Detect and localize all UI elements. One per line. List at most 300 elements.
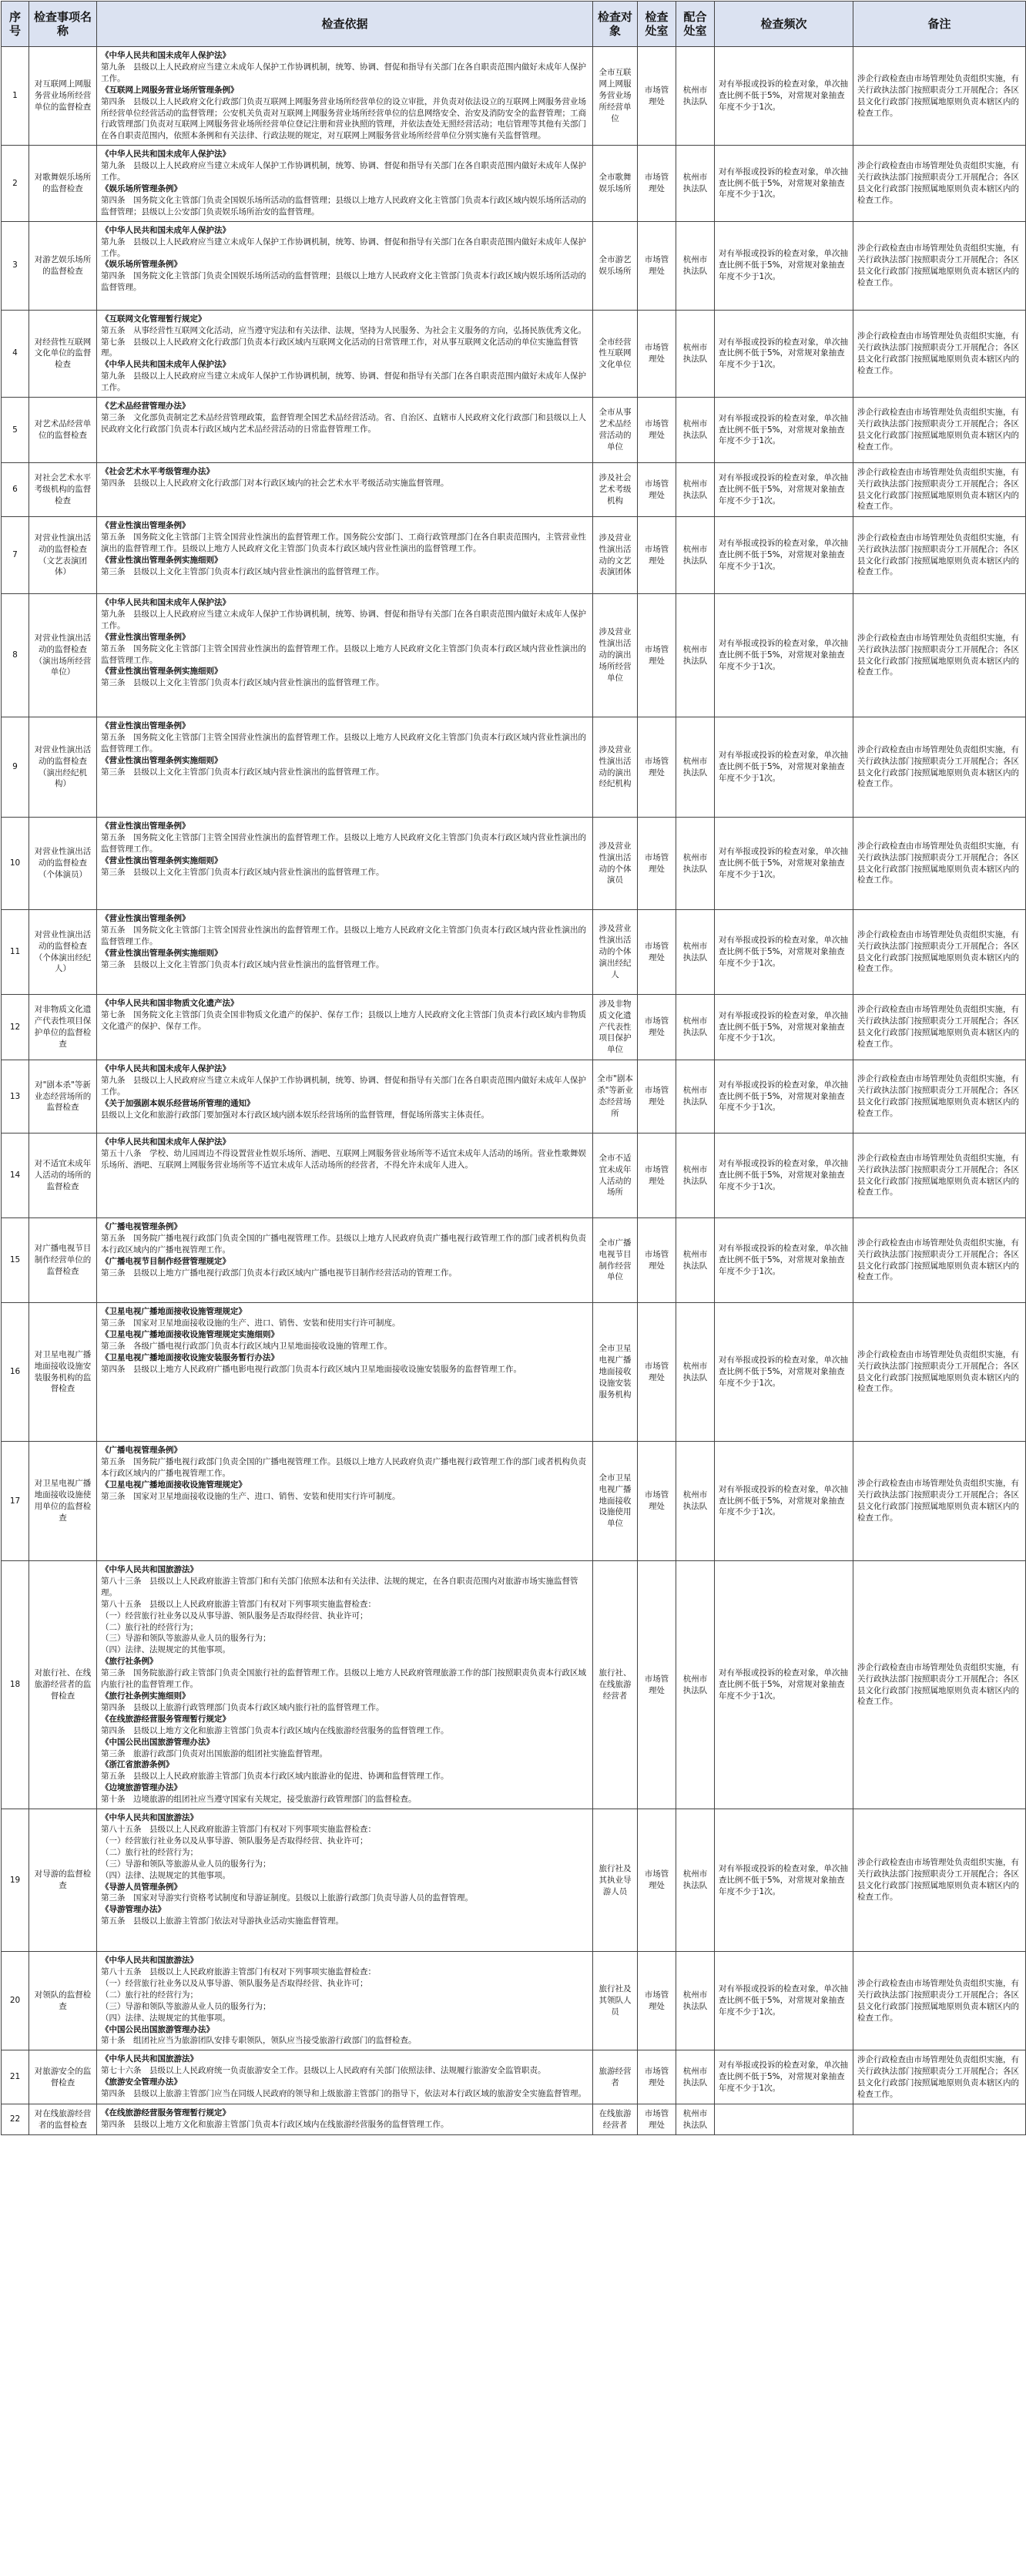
table-body — [2, 47, 1026, 2135]
header-assist: 配合处室 — [676, 2, 715, 47]
row-item: 对营业性演出活动的监督检查（文艺表演团体） — [29, 517, 97, 594]
law-article: 第三条 县级以上文化主管部门负责本行政区域内营业性演出的监督管理工作。 — [101, 767, 384, 777]
table-row — [2, 517, 1026, 594]
table-row — [2, 221, 1026, 310]
table-row — [2, 1303, 1026, 1442]
row-no: 7 — [2, 517, 29, 594]
row-remark: 涉企行政检查由市场管理处负责组织实施，有关行政执法部门按照职责分工开展配合；各区县文化行政部门按照属地原则负责本辖区内的检查工作。 — [853, 398, 1026, 463]
row-item: 对不适宜未成年人活动的场所的监督检查 — [29, 1134, 97, 1218]
row-assist: 杭州市执法队 — [676, 1060, 715, 1134]
row-object: 全市互联网上网服务营业场所经营单位 — [593, 47, 638, 146]
law-article: 第九条 县级以上人民政府应当建立未成年人保护工作协调机制，统筹、协调、督促和指导有关部门在各自职责范围内做好未成年人保护工作。 — [101, 62, 586, 83]
law-title: 《在线旅游经营服务管理暂行规定》 — [101, 2108, 230, 2118]
table-row — [2, 1218, 1026, 1303]
row-no: 10 — [2, 818, 29, 910]
row-no: 22 — [2, 2104, 29, 2135]
law-title: 《中国公民出国旅游管理办法》 — [101, 1737, 214, 1747]
row-freq: 对有举报或投诉的检查对象，单次抽查比例不低于5%，对常规对象抽查年度不少于1次。 — [715, 2050, 853, 2104]
law-article: 第七十六条 县级以上人民政府统一负责旅游安全工作。县级以上人民政府有关部门依照法律、法规履行旅游安全监管职责。 — [101, 2066, 546, 2076]
row-remark: 涉企行政检查由市场管理处负责组织实施，有关行政执法部门按照职责分工开展配合；各区县文化行政部门按照属地原则负责本辖区内的检查工作。 — [853, 1809, 1026, 1952]
table-row — [2, 717, 1026, 818]
law-title: 《卫星电视广播地面接收设施管理规定》 — [101, 1479, 246, 1490]
row-no: 9 — [2, 717, 29, 818]
row-remark: 涉企行政检查由市场管理处负责组织实施，有关行政执法部门按照职责分工开展配合；各区县文化行政部门按照属地原则负责本辖区内的检查工作。 — [853, 1303, 1026, 1442]
table-row — [2, 463, 1026, 517]
law-title: 《中华人民共和国旅游法》 — [101, 2054, 198, 2064]
law-title: 《娱乐场所管理条例》 — [101, 260, 182, 270]
law-title: 《营业性演出管理条例实施细则》 — [101, 855, 223, 865]
header-freq: 检查频次 — [715, 2, 853, 47]
row-basis — [97, 1809, 593, 1952]
table-row — [2, 310, 1026, 397]
row-assist: 杭州市执法队 — [676, 517, 715, 594]
row-item: 对卫星电视广播地面接收设施安装服务机构的监督检查 — [29, 1303, 97, 1442]
row-freq: 对有举报或投诉的检查对象，单次抽查比例不低于5%，对常规对象抽查年度不少于1次。 — [715, 398, 853, 463]
law-article: 第五条 县级以上旅游主管部门依法对导游执业活动实施监督管理。 — [101, 1916, 344, 1926]
law-title: 《中华人民共和国未成年人保护法》 — [101, 51, 230, 60]
law-article: 第八十五条 县级以上人民政府旅游主管部门有权对下列事项实施监督检查： — [101, 1824, 376, 1834]
row-remark: 涉企行政检查由市场管理处负责组织实施，有关行政执法部门按照职责分工开展配合；各区县文化行政部门按照属地原则负责本辖区内的检查工作。 — [853, 463, 1026, 517]
row-basis — [97, 1134, 593, 1218]
row-remark: 涉企行政检查由市场管理处负责组织实施，有关行政执法部门按照职责分工开展配合；各区县文化行政部门按照属地原则负责本辖区内的检查工作。 — [853, 594, 1026, 717]
table-row — [2, 910, 1026, 995]
row-dept: 市场管理处 — [638, 1218, 676, 1303]
row-freq: 对有举报或投诉的检查对象，单次抽查比例不低于5%，对常规对象抽查年度不少于1次。 — [715, 1218, 853, 1303]
law-title: 《卫星电视广播地面接收设施管理规定》 — [101, 1307, 246, 1317]
row-assist: 杭州市执法队 — [676, 910, 715, 995]
row-assist: 杭州市执法队 — [676, 818, 715, 910]
row-assist: 杭州市执法队 — [676, 221, 715, 310]
law-title: 《中华人民共和国未成年人保护法》 — [101, 1137, 230, 1147]
row-assist: 杭州市执法队 — [676, 398, 715, 463]
law-title: 《营业性演出管理条例》 — [101, 721, 190, 731]
law-title: 《在线旅游经营服务管理暂行规定》 — [101, 1714, 230, 1724]
row-no: 11 — [2, 910, 29, 995]
law-title: 《中华人民共和国旅游法》 — [101, 1565, 198, 1575]
law-article: 第四条 县级以上地方文化和旅游主管部门负责本行政区域内在线旅游经营服务的监督管理工作。 — [101, 2120, 449, 2130]
row-remark: 涉企行政检查由市场管理处负责组织实施，有关行政执法部门按照职责分工开展配合；各区县文化行政部门按照属地原则负责本辖区内的检查工作。 — [853, 1561, 1026, 1809]
row-freq: 对有举报或投诉的检查对象，单次抽查比例不低于5%，对常规对象抽查年度不少于1次。 — [715, 910, 853, 995]
row-basis — [97, 146, 593, 221]
row-no: 18 — [2, 1561, 29, 1809]
law-title: 《营业性演出管理条例实施细则》 — [101, 755, 223, 765]
law-article: 第九条 县级以上人民政府应当建立未成年人保护工作协调机制，统筹、协调、督促和指导有关部门在各自职责范围内做好未成年人保护工作。 — [101, 609, 586, 630]
row-dept: 市场管理处 — [638, 310, 676, 397]
row-object: 涉及营业性演出活动的个体演出经纪人 — [593, 910, 638, 995]
law-article: 第四条 县级以上人民政府文化行政部门负责互联网上网服务营业场所经营单位的设立审批，并负责对依法设立的互联网上网服务营业场所经营单位经营活动的监督管理；公安机关负责对互联网上网服务营业场所经营单位的信息网络安全、治安及消防安全的监督管理；工商行政管理部门负责对互联网上网服务营业场所经营单位登记注册和营业执照的管理，并依法查处无照经营活动；电信管理等其他有关部门在各自职责范围内，依照本条例和有关法律、行政法规的规定，对互联网上网服务营业场所经营单位分别实施有关监督管理。 — [101, 96, 586, 141]
table-row — [2, 2104, 1026, 2135]
table-row — [2, 2050, 1026, 2104]
law-article: 第三条 县级以上地方广播电视行政部门负责本行政区域内广播电视节目制作经营活动的管理工作。 — [101, 1268, 457, 1278]
law-title: 《营业性演出管理条例实施细则》 — [101, 667, 223, 677]
law-article: 第四条 县级以上人民政府文化行政部门对本行政区域内的社会艺术水平考级活动实施监督管理。 — [101, 478, 449, 488]
row-basis — [97, 2050, 593, 2104]
row-remark: 涉企行政检查由市场管理处负责组织实施，有关行政执法部门按照职责分工开展配合；各区县文化行政部门按照属地原则负责本辖区内的检查工作。 — [853, 1060, 1026, 1134]
header-item: 检查事项名称 — [29, 2, 97, 47]
law-title: 《广播电视管理条例》 — [101, 1222, 182, 1232]
law-title: 《中国公民出国旅游管理办法》 — [101, 2024, 214, 2034]
law-article: 第五条 国务院文化主管部门主管全国营业性演出的监督管理工作。国务院公安部门、工商行政管理部门在各自职责范围内，主管营业性演出的监督管理工作。县级以上地方人民政府文化主管部门负责本行政区域内营业性演出的监督管理工作。 — [101, 532, 586, 553]
row-dept: 市场管理处 — [638, 1952, 676, 2050]
row-remark: 涉企行政检查由市场管理处负责组织实施，有关行政执法部门按照职责分工开展配合；各区县文化行政部门按照属地原则负责本辖区内的检查工作。 — [853, 1134, 1026, 1218]
law-article: 第三条 县级以上文化主管部门负责本行政区域内营业性演出的监督管理工作。 — [101, 867, 384, 877]
law-title: 《旅游安全管理办法》 — [101, 2077, 182, 2087]
table-row — [2, 1561, 1026, 1809]
row-object: 全市歌舞娱乐场所 — [593, 146, 638, 221]
row-assist: 杭州市执法队 — [676, 1218, 715, 1303]
table-row — [2, 1442, 1026, 1561]
row-item: 对卫星电视广播地面接收设施使用单位的监督检查 — [29, 1442, 97, 1561]
row-object: 涉及非物质文化遗产代表性项目保护单位 — [593, 995, 638, 1060]
row-basis — [97, 1060, 593, 1134]
law-title: 《卫星电视广播地面接收设施安装服务暂行办法》 — [101, 1352, 279, 1362]
row-dept: 市场管理处 — [638, 995, 676, 1060]
row-item: 对广播电视节目制作经营单位的监督检查 — [29, 1218, 97, 1303]
law-article: 县级以上文化和旅游行政部门要加强对本行政区域内剧本娱乐经营场所的监督管理，督促场所落实主体责任。 — [101, 1110, 489, 1120]
law-title: 《中华人民共和国未成年人保护法》 — [101, 360, 230, 370]
law-title: 《营业性演出管理条例》 — [101, 821, 190, 831]
law-article: 第四条 县级以上地方文化和旅游主管部门负责本行政区域内在线旅游经营服务的监督管理工作。 — [101, 1725, 449, 1735]
row-object: 全市从事艺术品经营活动的单位 — [593, 398, 638, 463]
row-remark: 涉企行政检查由市场管理处负责组织实施，有关行政执法部门按照职责分工开展配合；各区县文化行政部门按照属地原则负责本辖区内的检查工作。 — [853, 1442, 1026, 1561]
row-dept: 市场管理处 — [638, 1809, 676, 1952]
header-no: 序号 — [2, 2, 29, 47]
law-title: 《广播电视节目制作经营管理规定》 — [101, 1256, 230, 1266]
row-no: 17 — [2, 1442, 29, 1561]
law-title: 《娱乐场所管理条例》 — [101, 183, 182, 193]
row-remark: 涉企行政检查由市场管理处负责组织实施，有关行政执法部门按照职责分工开展配合；各区县文化行政部门按照属地原则负责本辖区内的检查工作。 — [853, 1218, 1026, 1303]
row-remark: 涉企行政检查由市场管理处负责组织实施，有关行政执法部门按照职责分工开展配合；各区县文化行政部门按照属地原则负责本辖区内的检查工作。 — [853, 818, 1026, 910]
row-remark: 涉企行政检查由市场管理处负责组织实施，有关行政执法部门按照职责分工开展配合；各区县文化行政部门按照属地原则负责本辖区内的检查工作。 — [853, 517, 1026, 594]
row-no: 19 — [2, 1809, 29, 1952]
law-article: （二）旅行社的经营行为； — [101, 1622, 198, 1632]
row-freq: 对有举报或投诉的检查对象，单次抽查比例不低于5%，对常规对象抽查年度不少于1次。 — [715, 1809, 853, 1952]
row-object: 在线旅游经营者 — [593, 2104, 638, 2135]
law-article: 第三条 县级以上文化主管部门负责本行政区域内营业性演出的监督管理工作。 — [101, 678, 384, 688]
row-object: 全市游艺娱乐场所 — [593, 221, 638, 310]
table-header — [2, 2, 1026, 47]
law-article: （一）经营旅行社业务以及从事导游、领队服务是否取得经营、执业许可； — [101, 1835, 368, 1846]
row-basis — [97, 1218, 593, 1303]
law-article: 第四条 县级以上地方人民政府广播电影电视行政部门负责本行政区域内卫星地面接收设施安装服务的监督管理工作。 — [101, 1364, 521, 1374]
row-no: 20 — [2, 1952, 29, 2050]
law-title: 《旅行社条例实施细则》 — [101, 1691, 190, 1701]
row-object: 全市广播电视节目制作经营单位 — [593, 1218, 638, 1303]
row-dept: 市场管理处 — [638, 818, 676, 910]
row-object: 旅行社及其领队人员 — [593, 1952, 638, 2050]
row-dept: 市场管理处 — [638, 146, 676, 221]
row-item: 对游艺娱乐场所的监督检查 — [29, 221, 97, 310]
row-no: 2 — [2, 146, 29, 221]
law-article: 第四条 国务院文化主管部门负责全国娱乐场所活动的监督管理；县级以上地方人民政府文化主管部门负责本行政区域内娱乐场所活动的监督管理。 — [101, 271, 586, 293]
row-assist: 杭州市执法队 — [676, 594, 715, 717]
row-remark: 涉企行政检查由市场管理处负责组织实施，有关行政执法部门按照职责分工开展配合；各区县文化行政部门按照属地原则负责本辖区内的检查工作。 — [853, 2050, 1026, 2104]
law-title: 《营业性演出管理条例实施细则》 — [101, 555, 223, 565]
row-no: 13 — [2, 1060, 29, 1134]
law-title: 《营业性演出管理条例实施细则》 — [101, 948, 223, 958]
table-row — [2, 594, 1026, 717]
table-row — [2, 47, 1026, 146]
law-article: 第九条 县级以上人民政府应当建立未成年人保护工作协调机制，统筹、协调、督促和指导有关部门在各自职责范围内做好未成年人保护工作。 — [101, 1075, 586, 1097]
law-title: 《关于加强剧本娱乐经营场所管理的通知》 — [101, 1098, 255, 1108]
row-assist: 杭州市执法队 — [676, 146, 715, 221]
row-no: 16 — [2, 1303, 29, 1442]
law-article: 第三条 旅游行政部门负责对出国旅游的组团社实施监督管理。 — [101, 1748, 327, 1758]
law-article: 第五条 国务院文化主管部门主管全国营业性演出的监督管理工作。县级以上地方人民政府文化主管部门负责本行政区域内营业性演出的监督管理工作。 — [101, 925, 586, 946]
row-freq: 对有举报或投诉的检查对象，单次抽查比例不低于5%，对常规对象抽查年度不少于1次。 — [715, 1134, 853, 1218]
row-item: 对领队的监督检查 — [29, 1952, 97, 2050]
row-freq: 对有举报或投诉的检查对象，单次抽查比例不低于5%，对常规对象抽查年度不少于1次。 — [715, 1952, 853, 2050]
law-article: 第七条 县级以上人民政府文化行政部门负责本行政区域内互联网文化活动的日常管理工作，对从事互联网文化活动的单位实施监督管理。 — [101, 337, 578, 358]
row-freq: 对有举报或投诉的检查对象，单次抽查比例不低于5%，对常规对象抽查年度不少于1次。 — [715, 310, 853, 397]
law-article: （四）法律、法规规定的其他事项。 — [101, 1645, 230, 1655]
row-object: 旅游经营者 — [593, 2050, 638, 2104]
law-article: （四）法律、法规规定的其他事项。 — [101, 1870, 230, 1880]
row-assist: 杭州市执法队 — [676, 1134, 715, 1218]
law-article: 第七条 国务院文化主管部门负责全国非物质文化遗产的保护、保存工作；县级以上地方人民政府文化主管部门负责本行政区域内非物质文化遗产的保护、保存工作。 — [101, 1009, 586, 1031]
law-article: 第五条 县级以上人民政府旅游主管部门负责本行政区域内旅游业的促进、协调和监督管理工作。 — [101, 1772, 449, 1782]
row-basis — [97, 221, 593, 310]
law-title: 《导游管理办法》 — [101, 1905, 166, 1915]
row-assist: 杭州市执法队 — [676, 1442, 715, 1561]
row-no: 3 — [2, 221, 29, 310]
law-article: 第五条 国务院文化主管部门主管全国营业性演出的监督管理工作。县级以上地方人民政府文化主管部门负责本行政区域内营业性演出的监督管理工作。 — [101, 643, 586, 665]
row-assist: 杭州市执法队 — [676, 47, 715, 146]
row-dept: 市场管理处 — [638, 517, 676, 594]
table-row — [2, 1952, 1026, 2050]
row-basis — [97, 995, 593, 1060]
table-row — [2, 1809, 1026, 1952]
law-article: （二）旅行社的经营行为； — [101, 1847, 198, 1857]
law-title: 《中华人民共和国未成年人保护法》 — [101, 149, 230, 160]
row-dept: 市场管理处 — [638, 1134, 676, 1218]
row-assist: 杭州市执法队 — [676, 717, 715, 818]
law-title: 《互联网文化管理暂行规定》 — [101, 314, 206, 324]
row-item: 对歌舞娱乐场所的监督检查 — [29, 146, 97, 221]
law-title: 《营业性演出管理条例》 — [101, 632, 190, 642]
law-article: 第五条 国务院广播电视行政部门负责全国的广播电视管理工作。县级以上地方人民政府负责广播电视行政管理工作的部门或者机构负责本行政区域内的广播电视管理工作。 — [101, 1456, 586, 1478]
header-object: 检查对象 — [593, 2, 638, 47]
row-no: 5 — [2, 398, 29, 463]
row-no: 21 — [2, 2050, 29, 2104]
table-row — [2, 398, 1026, 463]
law-title: 《卫星电视广播地面接收设施管理规定实施细则》 — [101, 1329, 279, 1339]
row-object: 涉及营业性演出活动的文艺表演团体 — [593, 517, 638, 594]
row-freq: 对有举报或投诉的检查对象，单次抽查比例不低于5%，对常规对象抽查年度不少于1次。 — [715, 818, 853, 910]
row-object: 全市经营性互联网文化单位 — [593, 310, 638, 397]
row-item: 对营业性演出活动的监督检查（个体演出经纪人） — [29, 910, 97, 995]
row-item: 对互联网上网服务营业场所经营单位的监督检查 — [29, 47, 97, 146]
law-article: 第三条 国家对卫星地面接收设施的生产、进口、销售、安装和使用实行许可制度。 — [101, 1491, 401, 1501]
row-freq: 对有举报或投诉的检查对象，单次抽查比例不低于5%，对常规对象抽查年度不少于1次。 — [715, 717, 853, 818]
law-article: 第三条 国家对导游实行资格考试制度和导游证制度。县级以上旅游行政部门负责导游人员的监督管理。 — [101, 1893, 473, 1903]
row-object: 全市不适宜未成年人活动的场所 — [593, 1134, 638, 1218]
row-dept: 市场管理处 — [638, 2104, 676, 2135]
row-freq: 对有举报或投诉的检查对象，单次抽查比例不低于5%，对常规对象抽查年度不少于1次。 — [715, 995, 853, 1060]
row-basis — [97, 1442, 593, 1561]
row-assist: 杭州市执法队 — [676, 1809, 715, 1952]
row-dept: 市场管理处 — [638, 1303, 676, 1442]
row-dept: 市场管理处 — [638, 1442, 676, 1561]
row-dept: 市场管理处 — [638, 463, 676, 517]
law-title: 《浙江省旅游条例》 — [101, 1760, 174, 1770]
table-row — [2, 995, 1026, 1060]
row-freq: 对有举报或投诉的检查对象，单次抽查比例不低于5%，对常规对象抽查年度不少于1次。 — [715, 517, 853, 594]
row-no: 8 — [2, 594, 29, 717]
law-article: （三）导游和领队等旅游从业人员的服务行为； — [101, 2001, 271, 2011]
row-dept: 市场管理处 — [638, 398, 676, 463]
row-freq: 对有举报或投诉的检查对象，单次抽查比例不低于5%，对常规对象抽查年度不少于1次。 — [715, 221, 853, 310]
law-article: （二）旅行社的经营行为； — [101, 1990, 198, 2000]
law-title: 《中华人民共和国未成年人保护法》 — [101, 1064, 230, 1074]
law-title: 《广播电视管理条例》 — [101, 1446, 182, 1456]
row-item: 对社会艺术水平考级机构的监督检查 — [29, 463, 97, 517]
row-remark: 涉企行政检查由市场管理处负责组织实施，有关行政执法部门按照职责分工开展配合；各区县文化行政部门按照属地原则负责本辖区内的检查工作。 — [853, 995, 1026, 1060]
law-article: 第十条 组团社应当为旅游团队安排专职领队，领队应当接受旅游行政部门的监督检查。 — [101, 2036, 417, 2046]
row-remark: 涉企行政检查由市场管理处负责组织实施，有关行政执法部门按照职责分工开展配合；各区县文化行政部门按照属地原则负责本辖区内的检查工作。 — [853, 717, 1026, 818]
row-dept: 市场管理处 — [638, 2050, 676, 2104]
row-freq: 对有举报或投诉的检查对象，单次抽查比例不低于5%，对常规对象抽查年度不少于1次。 — [715, 1303, 853, 1442]
row-assist: 杭州市执法队 — [676, 2104, 715, 2135]
law-article: （一）经营旅行社业务以及从事导游、领队服务是否取得经营、执业许可； — [101, 1610, 368, 1620]
law-title: 《互联网上网服务营业场所管理条例》 — [101, 85, 239, 95]
row-basis — [97, 910, 593, 995]
row-basis — [97, 1561, 593, 1809]
row-assist: 杭州市执法队 — [676, 310, 715, 397]
law-title: 《边境旅游管理办法》 — [101, 1783, 182, 1793]
row-object: 涉及营业性演出活动的个体演员 — [593, 818, 638, 910]
law-article: 第五条 国务院广播电视行政部门负责全国的广播电视管理工作。县级以上地方人民政府负责广播电视行政管理工作的部门或者机构负责本行政区域内的广播电视管理工作。 — [101, 1233, 586, 1254]
law-title: 《导游人员管理条例》 — [101, 1882, 182, 1892]
row-assist: 杭州市执法队 — [676, 995, 715, 1060]
law-title: 《中华人民共和国旅游法》 — [101, 1956, 198, 1966]
row-object: 全市"剧本杀"等新业态经营场所 — [593, 1060, 638, 1134]
law-article: 第四条 国务院文化主管部门负责全国娱乐场所活动的监督管理；县级以上地方人民政府文化主管部门负责本行政区域内娱乐场所活动的监督管理；县级以上公安部门负责娱乐场所治安的监督管理。 — [101, 195, 586, 217]
law-article: 第九条 县级以上人民政府应当建立未成年人保护工作协调机制，统筹、协调、督促和指导有关部门在各自职责范围内做好未成年人保护工作。 — [101, 371, 586, 393]
header-basis: 检查依据 — [97, 2, 593, 47]
law-article: （四）法律、法规规定的其他事项。 — [101, 2013, 230, 2023]
law-article: 第八十三条 县级以上人民政府旅游主管部门和有关部门依照本法和有关法律、法规的规定，在各自职责范围内对旅游市场实施监督管理。 — [101, 1576, 578, 1597]
row-basis — [97, 463, 593, 517]
table-row — [2, 1060, 1026, 1134]
row-assist: 杭州市执法队 — [676, 1952, 715, 2050]
row-dept: 市场管理处 — [638, 1561, 676, 1809]
row-object: 旅行社及其执业导游人员 — [593, 1809, 638, 1952]
row-remark: 涉企行政检查由市场管理处负责组织实施，有关行政执法部门按照职责分工开展配合；各区县文化行政部门按照属地原则负责本辖区内的检查工作。 — [853, 310, 1026, 397]
law-article: 第十条 边境旅游的组团社应当遵守国家有关规定，接受旅游行政管理部门的监督检查。 — [101, 1795, 417, 1805]
row-item: 对经营性互联网文化单位的监督检查 — [29, 310, 97, 397]
row-assist: 杭州市执法队 — [676, 1561, 715, 1809]
law-article: 第五条 国务院文化主管部门主管全国营业性演出的监督管理工作。县级以上地方人民政府文化主管部门负责本行政区域内营业性演出的监督管理工作。 — [101, 732, 586, 754]
law-article: 第三条 县级以上文化主管部门负责本行政区域内营业性演出的监督管理工作。 — [101, 959, 384, 969]
row-item: 对旅行社、在线旅游经营者的监督检查 — [29, 1561, 97, 1809]
row-basis — [97, 517, 593, 594]
inspection-table — [1, 1, 1026, 2135]
row-no: 12 — [2, 995, 29, 1060]
row-remark: 涉企行政检查由市场管理处负责组织实施，有关行政执法部门按照职责分工开展配合；各区县文化行政部门按照属地原则负责本辖区内的检查工作。 — [853, 910, 1026, 995]
law-article: 第五条 从事经营性互联网文化活动，应当遵守宪法和有关法律、法规，坚持为人民服务、为社会主义服务的方向，弘扬民族优秀文化。 — [101, 325, 586, 335]
law-article: 第九条 县级以上人民政府应当建立未成年人保护工作协调机制，统筹、协调、督促和指导有关部门在各自职责范围内做好未成年人保护工作。 — [101, 161, 586, 183]
row-basis — [97, 398, 593, 463]
table-row — [2, 146, 1026, 221]
row-basis — [97, 1303, 593, 1442]
row-remark: 涉企行政检查由市场管理处负责组织实施，有关行政执法部门按照职责分工开展配合；各区县文化行政部门按照属地原则负责本辖区内的检查工作。 — [853, 221, 1026, 310]
row-no: 15 — [2, 1218, 29, 1303]
row-item: 对艺术品经营单位的监督检查 — [29, 398, 97, 463]
law-title: 《社会艺术水平考级管理办法》 — [101, 467, 214, 477]
row-dept: 市场管理处 — [638, 1060, 676, 1134]
row-item: 对"剧本杀"等新业态经营场所的监督检查 — [29, 1060, 97, 1134]
row-object: 旅行社、在线旅游经营者 — [593, 1561, 638, 1809]
row-basis — [97, 2104, 593, 2135]
row-freq: 对有举报或投诉的检查对象，单次抽查比例不低于5%，对常规对象抽查年度不少于1次。 — [715, 463, 853, 517]
law-article: （一）经营旅行社业务以及从事导游、领队服务是否取得经营、执业许可； — [101, 1978, 368, 1988]
law-article: （三）导游和领队等旅游从业人员的服务行为； — [101, 1859, 271, 1869]
row-freq: 对有举报或投诉的检查对象，单次抽查比例不低于5%，对常规对象抽查年度不少于1次。 — [715, 1442, 853, 1561]
row-item: 对营业性演出活动的监督检查（演出场所经营单位） — [29, 594, 97, 717]
header-dept: 检查处室 — [638, 2, 676, 47]
row-dept: 市场管理处 — [638, 221, 676, 310]
row-basis — [97, 1952, 593, 2050]
row-dept: 市场管理处 — [638, 717, 676, 818]
row-no: 14 — [2, 1134, 29, 1218]
row-basis — [97, 717, 593, 818]
row-freq: 对有举报或投诉的检查对象，单次抽查比例不低于5%，对常规对象抽查年度不少于1次。 — [715, 594, 853, 717]
law-article: 第三条 文化部负责制定艺术品经营管理政策，监督管理全国艺术品经营活动。省、自治区、直辖市人民政府文化行政部门和县级以上人民政府文化行政部门负责本行政区域内艺术品经营活动的日常监督管理工作。 — [101, 412, 586, 434]
row-item: 对导游的监督检查 — [29, 1809, 97, 1952]
row-basis — [97, 594, 593, 717]
row-dept: 市场管理处 — [638, 910, 676, 995]
row-item: 对营业性演出活动的监督检查（演出经纪机构） — [29, 717, 97, 818]
row-object: 涉及社会艺术考级机构 — [593, 463, 638, 517]
row-dept: 市场管理处 — [638, 594, 676, 717]
row-no: 1 — [2, 47, 29, 146]
row-freq: 对有举报或投诉的检查对象，单次抽查比例不低于5%，对常规对象抽查年度不少于1次。 — [715, 47, 853, 146]
row-freq — [715, 2104, 853, 2135]
law-article: （三）导游和领队等旅游从业人员的服务行为； — [101, 1634, 271, 1644]
row-object: 全市卫星电视广播地面接收设施安装服务机构 — [593, 1303, 638, 1442]
row-basis — [97, 310, 593, 397]
row-dept: 市场管理处 — [638, 47, 676, 146]
law-title: 《中华人民共和国未成年人保护法》 — [101, 598, 230, 608]
row-remark: 涉企行政检查由市场管理处负责组织实施，有关行政执法部门按照职责分工开展配合；各区县文化行政部门按照属地原则负责本辖区内的检查工作。 — [853, 47, 1026, 146]
row-item: 对营业性演出活动的监督检查（个体演员） — [29, 818, 97, 910]
row-item: 对在线旅游经营者的监督检查 — [29, 2104, 97, 2135]
row-item: 对旅游安全的监督检查 — [29, 2050, 97, 2104]
law-article: 第八十五条 县级以上人民政府旅游主管部门有权对下列事项实施监督检查： — [101, 1966, 376, 1977]
law-article: 第三条 国务院旅游行政主管部门负责全国旅行社的监督管理工作。县级以上地方人民政府管理旅游工作的部门按照职责负责本行政区域内旅行社的监督管理工作。 — [101, 1668, 586, 1690]
row-object: 涉及营业性演出活动的演出经纪机构 — [593, 717, 638, 818]
row-assist: 杭州市执法队 — [676, 463, 715, 517]
law-title: 《中华人民共和国旅游法》 — [101, 1813, 198, 1823]
row-assist: 杭州市执法队 — [676, 2050, 715, 2104]
header-remark: 备注 — [853, 2, 1026, 47]
row-remark — [853, 2104, 1026, 2135]
law-title: 《艺术品经营管理办法》 — [101, 401, 190, 411]
law-title: 《中华人民共和国未成年人保护法》 — [101, 225, 230, 235]
row-freq: 对有举报或投诉的检查对象，单次抽查比例不低于5%，对常规对象抽查年度不少于1次。 — [715, 1561, 853, 1809]
law-article: 第四条 县级以上旅游主管部门应当在同级人民政府的领导和上级旅游主管部门的指导下，依法对本行政区域的旅游安全实施监督管理。 — [101, 2089, 586, 2099]
law-title: 《旅行社条例》 — [101, 1657, 158, 1667]
row-freq: 对有举报或投诉的检查对象，单次抽查比例不低于5%，对常规对象抽查年度不少于1次。 — [715, 1060, 853, 1134]
row-assist: 杭州市执法队 — [676, 1303, 715, 1442]
law-article: 第三条 县级以上文化主管部门负责本行政区域内营业性演出的监督管理工作。 — [101, 566, 384, 576]
row-basis — [97, 818, 593, 910]
law-article: 第三条 各级广播电视行政部门负责本行政区域内卫星地面接收设施的管理工作。 — [101, 1341, 392, 1351]
row-freq: 对有举报或投诉的检查对象，单次抽查比例不低于5%，对常规对象抽查年度不少于1次。 — [715, 146, 853, 221]
law-title: 《中华人民共和国非物质文化遗产法》 — [101, 999, 239, 1009]
row-remark: 涉企行政检查由市场管理处负责组织实施，有关行政执法部门按照职责分工开展配合；各区县文化行政部门按照属地原则负责本辖区内的检查工作。 — [853, 1952, 1026, 2050]
